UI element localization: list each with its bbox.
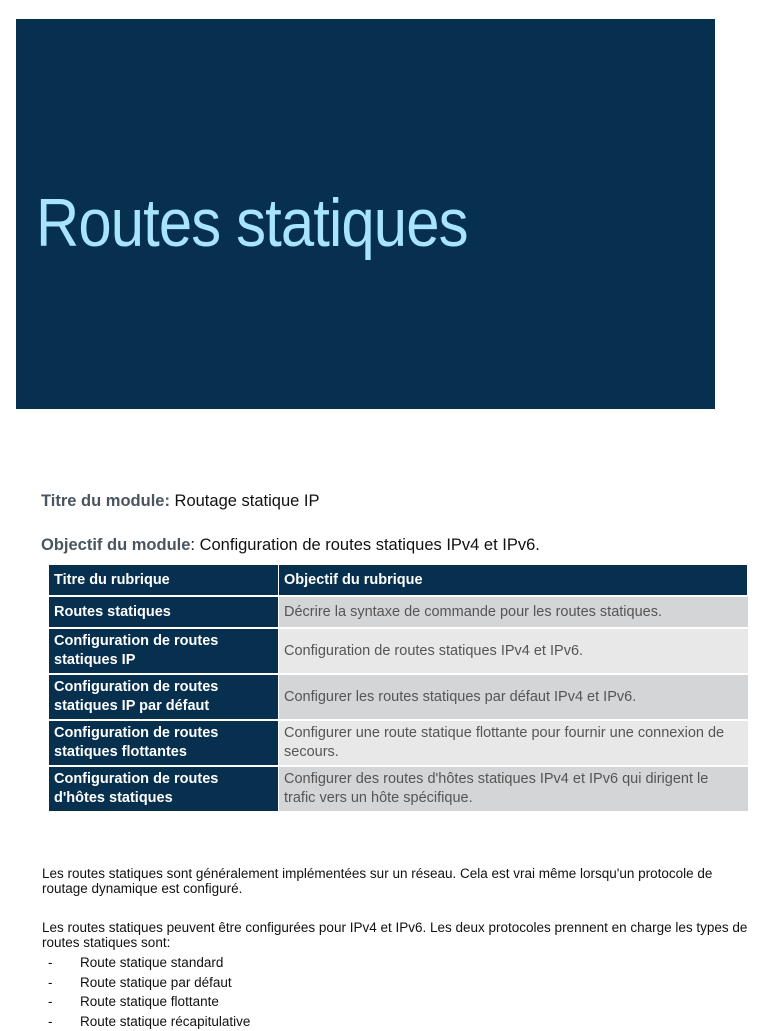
module-title-value: Routage statique IP xyxy=(170,492,320,510)
list-item xyxy=(42,973,250,993)
bullet-dash: - xyxy=(48,973,53,993)
objective-cell: Configurer une route statique flottante pour fournir une connexion de secours. xyxy=(279,720,748,766)
slide-title: Routes statiques xyxy=(36,184,468,262)
topic-cell: Configuration de routes d'hôtes statiques xyxy=(49,766,279,811)
table-row xyxy=(49,720,748,766)
header-topic: Titre du rubrique xyxy=(49,565,279,596)
list-item-text: Route statique récapitulative xyxy=(80,1014,250,1029)
paragraph-types: Les routes statiques peuvent être configurées pour IPv4 et IPv6. Les deux protocoles prennent en charge les types de routes statiques sont: xyxy=(42,920,754,950)
title-banner xyxy=(16,19,715,409)
list-item-text: Route statique standard xyxy=(80,955,223,970)
table-row xyxy=(49,628,748,674)
bullet-dash: - xyxy=(48,1012,53,1031)
module-objective-label: Objectif du module xyxy=(41,536,190,554)
table-row xyxy=(49,674,748,720)
list-item-text: Route statique flottante xyxy=(80,994,219,1009)
list-item xyxy=(42,992,250,1012)
header-objective: Objectif du rubrique xyxy=(279,565,748,596)
topic-cell: Configuration de routes statiques IP xyxy=(49,628,279,674)
topics-table xyxy=(49,565,748,811)
objective-cell: Configuration de routes statiques IPv4 et IPv6. xyxy=(279,628,748,674)
paragraph-intro: Les routes statiques sont généralement implémentées sur un réseau. Cela est vrai même lorsqu'un protocole de routage dynamique est configuré. xyxy=(42,866,754,896)
list-item xyxy=(42,1012,250,1031)
bullet-dash: - xyxy=(48,992,53,1012)
list-item xyxy=(42,953,250,973)
topic-cell: Configuration de routes statiques IP par défaut xyxy=(49,674,279,720)
topic-cell: Routes statiques xyxy=(49,596,279,628)
table-row xyxy=(49,766,748,811)
objective-cell: Configurer des routes d'hôtes statiques IPv4 et IPv6 qui dirigent le trafic vers un hôte spécifique. xyxy=(279,766,748,811)
module-objective-line xyxy=(41,536,540,555)
list-item-text: Route statique par défaut xyxy=(80,975,232,990)
module-title-label: Titre du module: xyxy=(41,492,170,510)
module-objective-value: : Configuration de routes statiques IPv4 et IPv6. xyxy=(190,536,539,554)
objective-cell: Décrire la syntaxe de commande pour les routes statiques. xyxy=(279,596,748,628)
route-types-list xyxy=(42,953,250,1031)
module-title-line xyxy=(41,492,319,511)
table-row xyxy=(49,596,748,628)
bullet-dash: - xyxy=(48,953,53,973)
table-header-row xyxy=(49,565,748,596)
objective-cell: Configurer les routes statiques par défaut IPv4 et IPv6. xyxy=(279,674,748,720)
topic-cell: Configuration de routes statiques flottantes xyxy=(49,720,279,766)
